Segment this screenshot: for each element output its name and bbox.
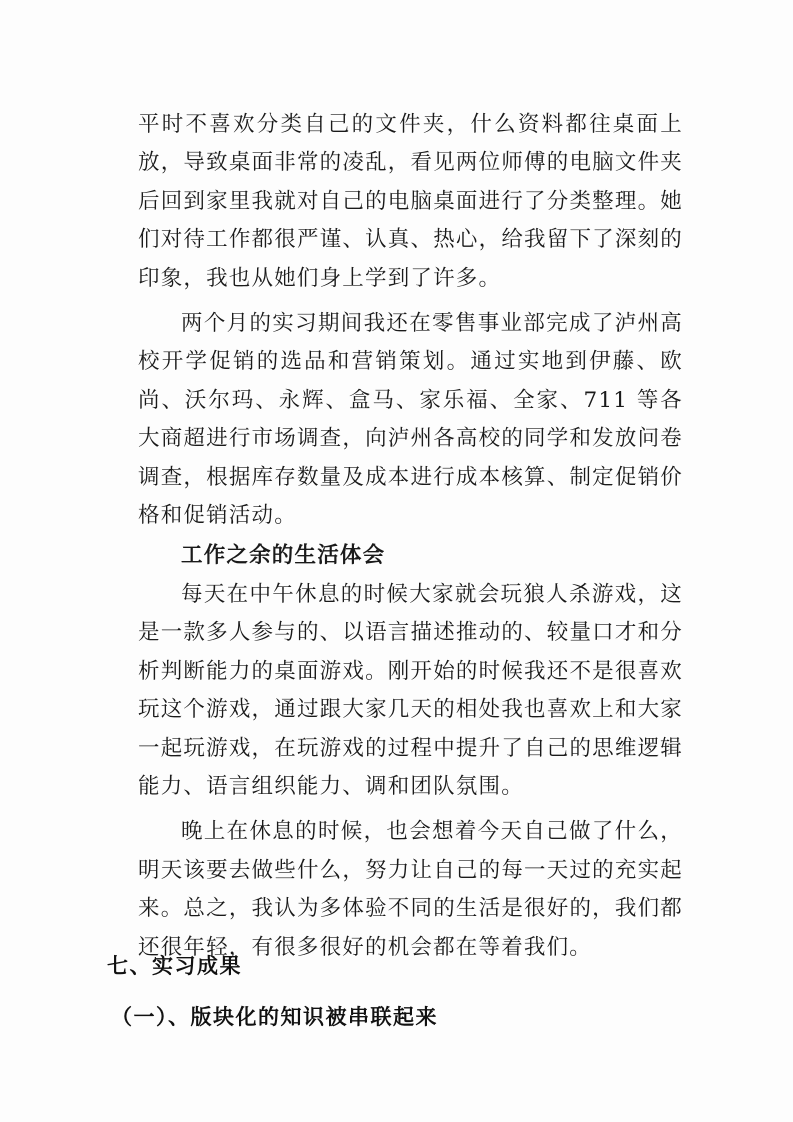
document-body <box>138 106 683 967</box>
subsection-heading-knowledge-connected: （一）、版块化的知识被串联起来 <box>111 1005 438 1029</box>
section-heading-internship-results: 七、实习成果 <box>107 954 242 978</box>
paragraph-evening-reflection: 晚上在休息的时候，也会想着今天自己做了什么，明天该要去做些什么，努力让自己的每一天过的充实起来。总之，我认为多体验不同的生活是很好的，我们都还很年轻，有很多很好的机会都在等着我们。 <box>138 819 683 960</box>
paragraph-werewolf-game: 每天在中午休息的时候大家就会玩狼人杀游戏，这是一款多人参与的、以语言描述推动的、较量口才和分析判断能力的桌面游戏。刚开始的时候我还不是很喜欢玩这个游戏，通过跟大家几天的相处我也喜欢上和大家一起玩游戏，在玩游戏的过程中提升了自己的思维逻辑能力、语言组织能力、调和团队氛围。 <box>138 581 683 799</box>
subheading-life-experience: 工作之余的生活体会 <box>181 543 386 569</box>
paragraph-folder-organization: 平时不喜欢分类自己的文件夹，什么资料都往桌面上放，导致桌面非常的凌乱，看见两位师傅的电脑文件夹后回到家里我就对自己的电脑桌面进行了分类整理。她们对待工作都很严谨、认真、热心，给我留下了深刻的印象，我也从她们身上学到了许多。 <box>138 112 683 291</box>
paragraph-promotion-planning: 两个月的实习期间我还在零售事业部完成了泸州高校开学促销的选品和营销策划。通过实地到伊藤、欧尚、沃尔玛、永辉、盒马、家乐福、全家、711 等各大商超进行市场调查，向泸州各高校的同学和发放问卷调查，根据库存数量及成本进行成本核算、制定促销价格和促销活动。 <box>138 311 683 529</box>
